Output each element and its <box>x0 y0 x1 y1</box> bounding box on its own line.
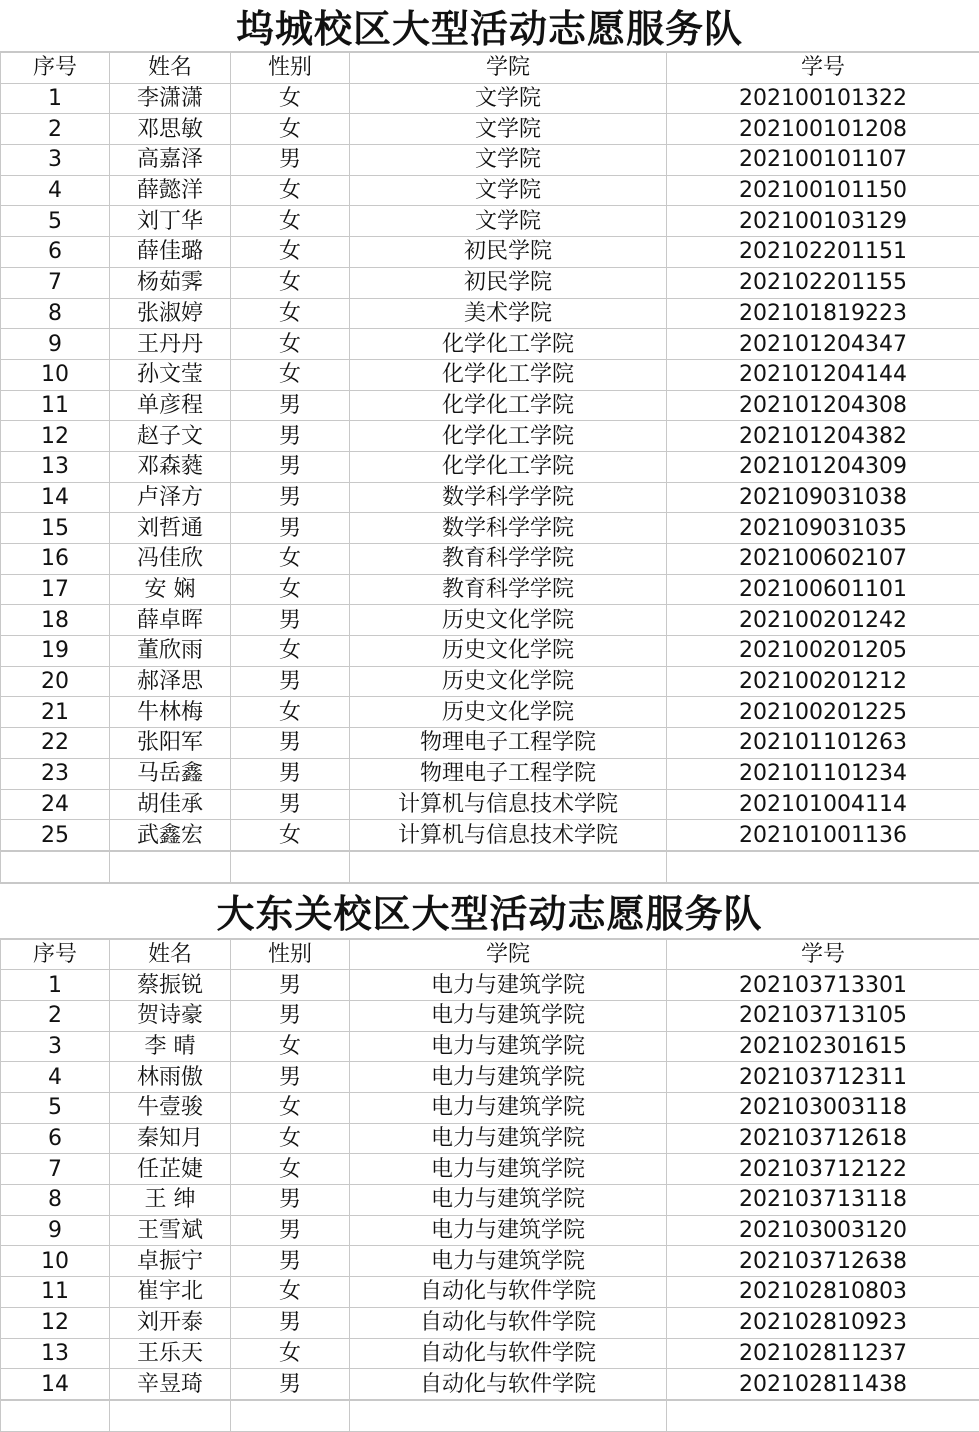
cell-student-id: 202103713301 <box>667 970 979 1001</box>
cell-index: 10 <box>1 1246 110 1277</box>
cell-student-id: 202103712122 <box>667 1154 979 1185</box>
cell-index: 15 <box>1 513 110 544</box>
cell-index: 14 <box>1 1369 110 1400</box>
cell-index: 21 <box>1 697 110 728</box>
cell-index: 24 <box>1 789 110 820</box>
cell-index: 1 <box>1 970 110 1001</box>
cell-name: 刘开泰 <box>110 1307 231 1338</box>
cell-gender: 女 <box>231 175 350 206</box>
cell-index: 10 <box>1 359 110 390</box>
cell-index: 3 <box>1 1031 110 1062</box>
table-row <box>1 513 979 544</box>
cell-gender: 男 <box>231 513 350 544</box>
cell-gender: 女 <box>231 298 350 329</box>
cell-student-id: 202101204382 <box>667 421 979 452</box>
cell-index: 4 <box>1 175 110 206</box>
cell-college: 初民学院 <box>350 267 667 298</box>
cell-name: 邓森蕤 <box>110 451 231 482</box>
cell-name: 郝泽思 <box>110 666 231 697</box>
cell-student-id: 202101204347 <box>667 329 979 360</box>
cell-index: 19 <box>1 636 110 667</box>
cell-student-id: 202100201212 <box>667 666 979 697</box>
cell-student-id: 202103712638 <box>667 1246 979 1277</box>
table-row <box>1 574 979 605</box>
cell-college: 电力与建筑学院 <box>350 1185 667 1216</box>
cell-college: 教育科学学院 <box>350 544 667 575</box>
table-row <box>1 605 979 636</box>
cell-gender: 男 <box>231 605 350 636</box>
cell-index: 13 <box>1 451 110 482</box>
cell-gender: 女 <box>231 359 350 390</box>
table-row <box>1 1062 979 1093</box>
column-header: 姓名 <box>110 939 231 970</box>
cell-college: 文学院 <box>350 145 667 176</box>
cell-college: 电力与建筑学院 <box>350 1062 667 1093</box>
cell-gender: 女 <box>231 1154 350 1185</box>
cell-college: 物理电子工程学院 <box>350 728 667 759</box>
cell-college: 文学院 <box>350 114 667 145</box>
cell-index: 11 <box>1 1277 110 1308</box>
cell-index: 11 <box>1 390 110 421</box>
table-row <box>1 636 979 667</box>
column-header: 性别 <box>231 53 350 84</box>
cell-gender: 男 <box>231 789 350 820</box>
cell-gender: 男 <box>231 451 350 482</box>
cell-index: 13 <box>1 1338 110 1369</box>
column-header: 学院 <box>350 939 667 970</box>
cell-index: 1 <box>1 83 110 114</box>
cell-name: 薛卓晖 <box>110 605 231 636</box>
cell-gender: 女 <box>231 114 350 145</box>
table-row <box>1 482 979 513</box>
cell-index: 22 <box>1 728 110 759</box>
column-header: 学号 <box>667 53 979 84</box>
cell-index: 6 <box>1 1123 110 1154</box>
cell-name: 林雨傲 <box>110 1062 231 1093</box>
cell-index: 17 <box>1 574 110 605</box>
cell-name: 薛佳璐 <box>110 237 231 268</box>
cell-name: 崔宇北 <box>110 1277 231 1308</box>
table-row <box>1 1154 979 1185</box>
spacer-row <box>0 851 979 883</box>
cell-college: 化学化工学院 <box>350 451 667 482</box>
cell-gender: 男 <box>231 1000 350 1031</box>
cell-student-id: 202103713118 <box>667 1185 979 1216</box>
cell-student-id: 202101004114 <box>667 789 979 820</box>
cell-gender: 男 <box>231 1215 350 1246</box>
cell-index: 12 <box>1 421 110 452</box>
cell-college: 电力与建筑学院 <box>350 1246 667 1277</box>
cell-gender: 男 <box>231 1185 350 1216</box>
cell-college: 自动化与软件学院 <box>350 1307 667 1338</box>
cell-college: 化学化工学院 <box>350 359 667 390</box>
cell-name: 王丹丹 <box>110 329 231 360</box>
cell-college: 初民学院 <box>350 237 667 268</box>
cell-college: 物理电子工程学院 <box>350 758 667 789</box>
cell-name: 蔡振锐 <box>110 970 231 1001</box>
cell-index: 6 <box>1 237 110 268</box>
cell-name: 安 娴 <box>110 574 231 605</box>
table-row <box>1 390 979 421</box>
cell-college: 电力与建筑学院 <box>350 1154 667 1185</box>
column-header: 性别 <box>231 939 350 970</box>
cell-name: 牛林梅 <box>110 697 231 728</box>
cell-index: 7 <box>1 267 110 298</box>
cell-college: 教育科学学院 <box>350 574 667 605</box>
table-row <box>1 175 979 206</box>
cell-gender: 男 <box>231 1062 350 1093</box>
cell-student-id: 202103712618 <box>667 1123 979 1154</box>
cell-student-id: 202103712311 <box>667 1062 979 1093</box>
cell-college: 电力与建筑学院 <box>350 1123 667 1154</box>
table-row <box>1 758 979 789</box>
cell-name: 单彦程 <box>110 390 231 421</box>
cell-student-id: 202101001136 <box>667 820 979 851</box>
section-title-2: 大东关校区大型活动志愿服务队 <box>0 883 979 939</box>
cell-index: 20 <box>1 666 110 697</box>
cell-name: 张淑婷 <box>110 298 231 329</box>
cell-college: 电力与建筑学院 <box>350 1031 667 1062</box>
column-header: 学院 <box>350 53 667 84</box>
cell-index: 25 <box>1 820 110 851</box>
cell-student-id: 202101204309 <box>667 451 979 482</box>
cell-index: 7 <box>1 1154 110 1185</box>
cell-name: 高嘉泽 <box>110 145 231 176</box>
cell-student-id: 202101819223 <box>667 298 979 329</box>
cell-name: 卢泽方 <box>110 482 231 513</box>
cell-college: 化学化工学院 <box>350 390 667 421</box>
cell-college: 化学化工学院 <box>350 329 667 360</box>
cell-college: 计算机与信息技术学院 <box>350 820 667 851</box>
table-row <box>1 114 979 145</box>
cell-college: 历史文化学院 <box>350 666 667 697</box>
table-row <box>1 697 979 728</box>
cell-gender: 男 <box>231 145 350 176</box>
cell-index: 3 <box>1 145 110 176</box>
cell-name: 王 绅 <box>110 1185 231 1216</box>
table-row <box>1 83 979 114</box>
cell-gender: 男 <box>231 728 350 759</box>
cell-gender: 女 <box>231 697 350 728</box>
cell-gender: 女 <box>231 206 350 237</box>
header-row <box>1 939 979 970</box>
cell-college: 美术学院 <box>350 298 667 329</box>
cell-name: 杨茹霁 <box>110 267 231 298</box>
table-row <box>1 1338 979 1369</box>
cell-name: 刘丁华 <box>110 206 231 237</box>
column-header: 序号 <box>1 53 110 84</box>
cell-gender: 女 <box>231 267 350 298</box>
table-row <box>1 329 979 360</box>
cell-index: 23 <box>1 758 110 789</box>
cell-college: 计算机与信息技术学院 <box>350 789 667 820</box>
table-row <box>1 728 979 759</box>
table-row <box>1 298 979 329</box>
cell-student-id: 202102301615 <box>667 1031 979 1062</box>
cell-student-id: 202102810923 <box>667 1307 979 1338</box>
cell-student-id: 202100601101 <box>667 574 979 605</box>
cell-gender: 女 <box>231 636 350 667</box>
cell-student-id: 202102201155 <box>667 267 979 298</box>
cell-index: 18 <box>1 605 110 636</box>
cell-student-id: 202109031038 <box>667 482 979 513</box>
cell-college: 电力与建筑学院 <box>350 1000 667 1031</box>
cell-student-id: 202100101150 <box>667 175 979 206</box>
cell-student-id: 202102810803 <box>667 1277 979 1308</box>
cell-student-id: 202100201205 <box>667 636 979 667</box>
cell-gender: 女 <box>231 1123 350 1154</box>
table-row <box>1 1093 979 1124</box>
cell-index: 9 <box>1 329 110 360</box>
cell-gender: 男 <box>231 482 350 513</box>
cell-student-id: 202100101208 <box>667 114 979 145</box>
cell-student-id: 202100101107 <box>667 145 979 176</box>
volunteer-table-1 <box>0 52 979 851</box>
cell-college: 文学院 <box>350 83 667 114</box>
cell-name: 王乐天 <box>110 1338 231 1369</box>
table-row <box>1 1277 979 1308</box>
table-row <box>1 206 979 237</box>
cell-student-id: 202100201242 <box>667 605 979 636</box>
table-row <box>1 820 979 851</box>
table-row <box>1 1031 979 1062</box>
table-row <box>1 421 979 452</box>
table-row <box>1 789 979 820</box>
cell-index: 5 <box>1 1093 110 1124</box>
cell-student-id: 202102811237 <box>667 1338 979 1369</box>
cell-college: 历史文化学院 <box>350 605 667 636</box>
cell-student-id: 202100602107 <box>667 544 979 575</box>
cell-name: 张阳军 <box>110 728 231 759</box>
cell-index: 4 <box>1 1062 110 1093</box>
cell-gender: 女 <box>231 820 350 851</box>
cell-name: 刘哲通 <box>110 513 231 544</box>
cell-college: 文学院 <box>350 206 667 237</box>
cell-gender: 男 <box>231 390 350 421</box>
table-row <box>1 1000 979 1031</box>
cell-student-id: 202101101263 <box>667 728 979 759</box>
column-header: 学号 <box>667 939 979 970</box>
volunteer-table-2 <box>0 939 979 1400</box>
cell-gender: 女 <box>231 544 350 575</box>
cell-index: 16 <box>1 544 110 575</box>
cell-name: 辛昱琦 <box>110 1369 231 1400</box>
cell-student-id: 202101101234 <box>667 758 979 789</box>
cell-gender: 男 <box>231 758 350 789</box>
cell-student-id: 202101204308 <box>667 390 979 421</box>
cell-name: 牛壹骏 <box>110 1093 231 1124</box>
cell-student-id: 202103713105 <box>667 1000 979 1031</box>
cell-index: 9 <box>1 1215 110 1246</box>
cell-gender: 女 <box>231 1338 350 1369</box>
section-title-1: 坞城校区大型活动志愿服务队 <box>0 0 979 52</box>
cell-name: 王雪斌 <box>110 1215 231 1246</box>
cell-name: 胡佳承 <box>110 789 231 820</box>
cell-gender: 男 <box>231 1307 350 1338</box>
cell-name: 邓思敏 <box>110 114 231 145</box>
cell-name: 秦知月 <box>110 1123 231 1154</box>
cell-index: 8 <box>1 1185 110 1216</box>
cell-name: 李 晴 <box>110 1031 231 1062</box>
table-row <box>1 970 979 1001</box>
cell-gender: 女 <box>231 329 350 360</box>
cell-name: 孙文莹 <box>110 359 231 390</box>
cell-student-id: 202100101322 <box>667 83 979 114</box>
table-row <box>1 237 979 268</box>
cell-gender: 女 <box>231 1093 350 1124</box>
cell-college: 自动化与软件学院 <box>350 1277 667 1308</box>
cell-gender: 男 <box>231 970 350 1001</box>
cell-gender: 女 <box>231 1031 350 1062</box>
cell-student-id: 202101204144 <box>667 359 979 390</box>
cell-index: 8 <box>1 298 110 329</box>
cell-college: 自动化与软件学院 <box>350 1338 667 1369</box>
cell-college: 数学科学学院 <box>350 513 667 544</box>
table-row <box>1 145 979 176</box>
cell-student-id: 202100201225 <box>667 697 979 728</box>
header-row <box>1 53 979 84</box>
cell-student-id: 202109031035 <box>667 513 979 544</box>
cell-student-id: 202102201151 <box>667 237 979 268</box>
table-row <box>1 1246 979 1277</box>
table-row <box>1 1185 979 1216</box>
table-row <box>1 359 979 390</box>
cell-gender: 男 <box>231 1246 350 1277</box>
cell-student-id: 202100103129 <box>667 206 979 237</box>
cell-college: 电力与建筑学院 <box>350 1093 667 1124</box>
table-row <box>1 1123 979 1154</box>
cell-name: 马岳鑫 <box>110 758 231 789</box>
table-row <box>1 1307 979 1338</box>
cell-name: 卓振宁 <box>110 1246 231 1277</box>
cell-student-id: 202103003120 <box>667 1215 979 1246</box>
cell-name: 贺诗豪 <box>110 1000 231 1031</box>
cell-index: 5 <box>1 206 110 237</box>
column-header: 姓名 <box>110 53 231 84</box>
cell-college: 历史文化学院 <box>350 636 667 667</box>
table-row <box>1 1215 979 1246</box>
cell-gender: 女 <box>231 574 350 605</box>
cell-index: 12 <box>1 1307 110 1338</box>
table-row <box>1 666 979 697</box>
cell-index: 2 <box>1 114 110 145</box>
cell-college: 电力与建筑学院 <box>350 970 667 1001</box>
cell-name: 薛懿洋 <box>110 175 231 206</box>
cell-name: 冯佳欣 <box>110 544 231 575</box>
cell-name: 赵子文 <box>110 421 231 452</box>
cell-college: 文学院 <box>350 175 667 206</box>
cell-name: 李潇潇 <box>110 83 231 114</box>
cell-index: 2 <box>1 1000 110 1031</box>
cell-college: 电力与建筑学院 <box>350 1215 667 1246</box>
cell-gender: 男 <box>231 666 350 697</box>
table-row <box>1 267 979 298</box>
table-row <box>1 451 979 482</box>
column-header: 序号 <box>1 939 110 970</box>
cell-gender: 男 <box>231 421 350 452</box>
cell-gender: 女 <box>231 237 350 268</box>
cell-student-id: 202103003118 <box>667 1093 979 1124</box>
cell-name: 任芷婕 <box>110 1154 231 1185</box>
cell-gender: 女 <box>231 83 350 114</box>
cell-index: 14 <box>1 482 110 513</box>
table-row <box>1 1369 979 1400</box>
table-row <box>1 544 979 575</box>
cell-college: 数学科学学院 <box>350 482 667 513</box>
cell-name: 董欣雨 <box>110 636 231 667</box>
cell-college: 自动化与软件学院 <box>350 1369 667 1400</box>
cell-gender: 女 <box>231 1277 350 1308</box>
cell-name: 武鑫宏 <box>110 820 231 851</box>
cell-student-id: 202102811438 <box>667 1369 979 1400</box>
cell-gender: 男 <box>231 1369 350 1400</box>
cell-college: 化学化工学院 <box>350 421 667 452</box>
cell-college: 历史文化学院 <box>350 697 667 728</box>
